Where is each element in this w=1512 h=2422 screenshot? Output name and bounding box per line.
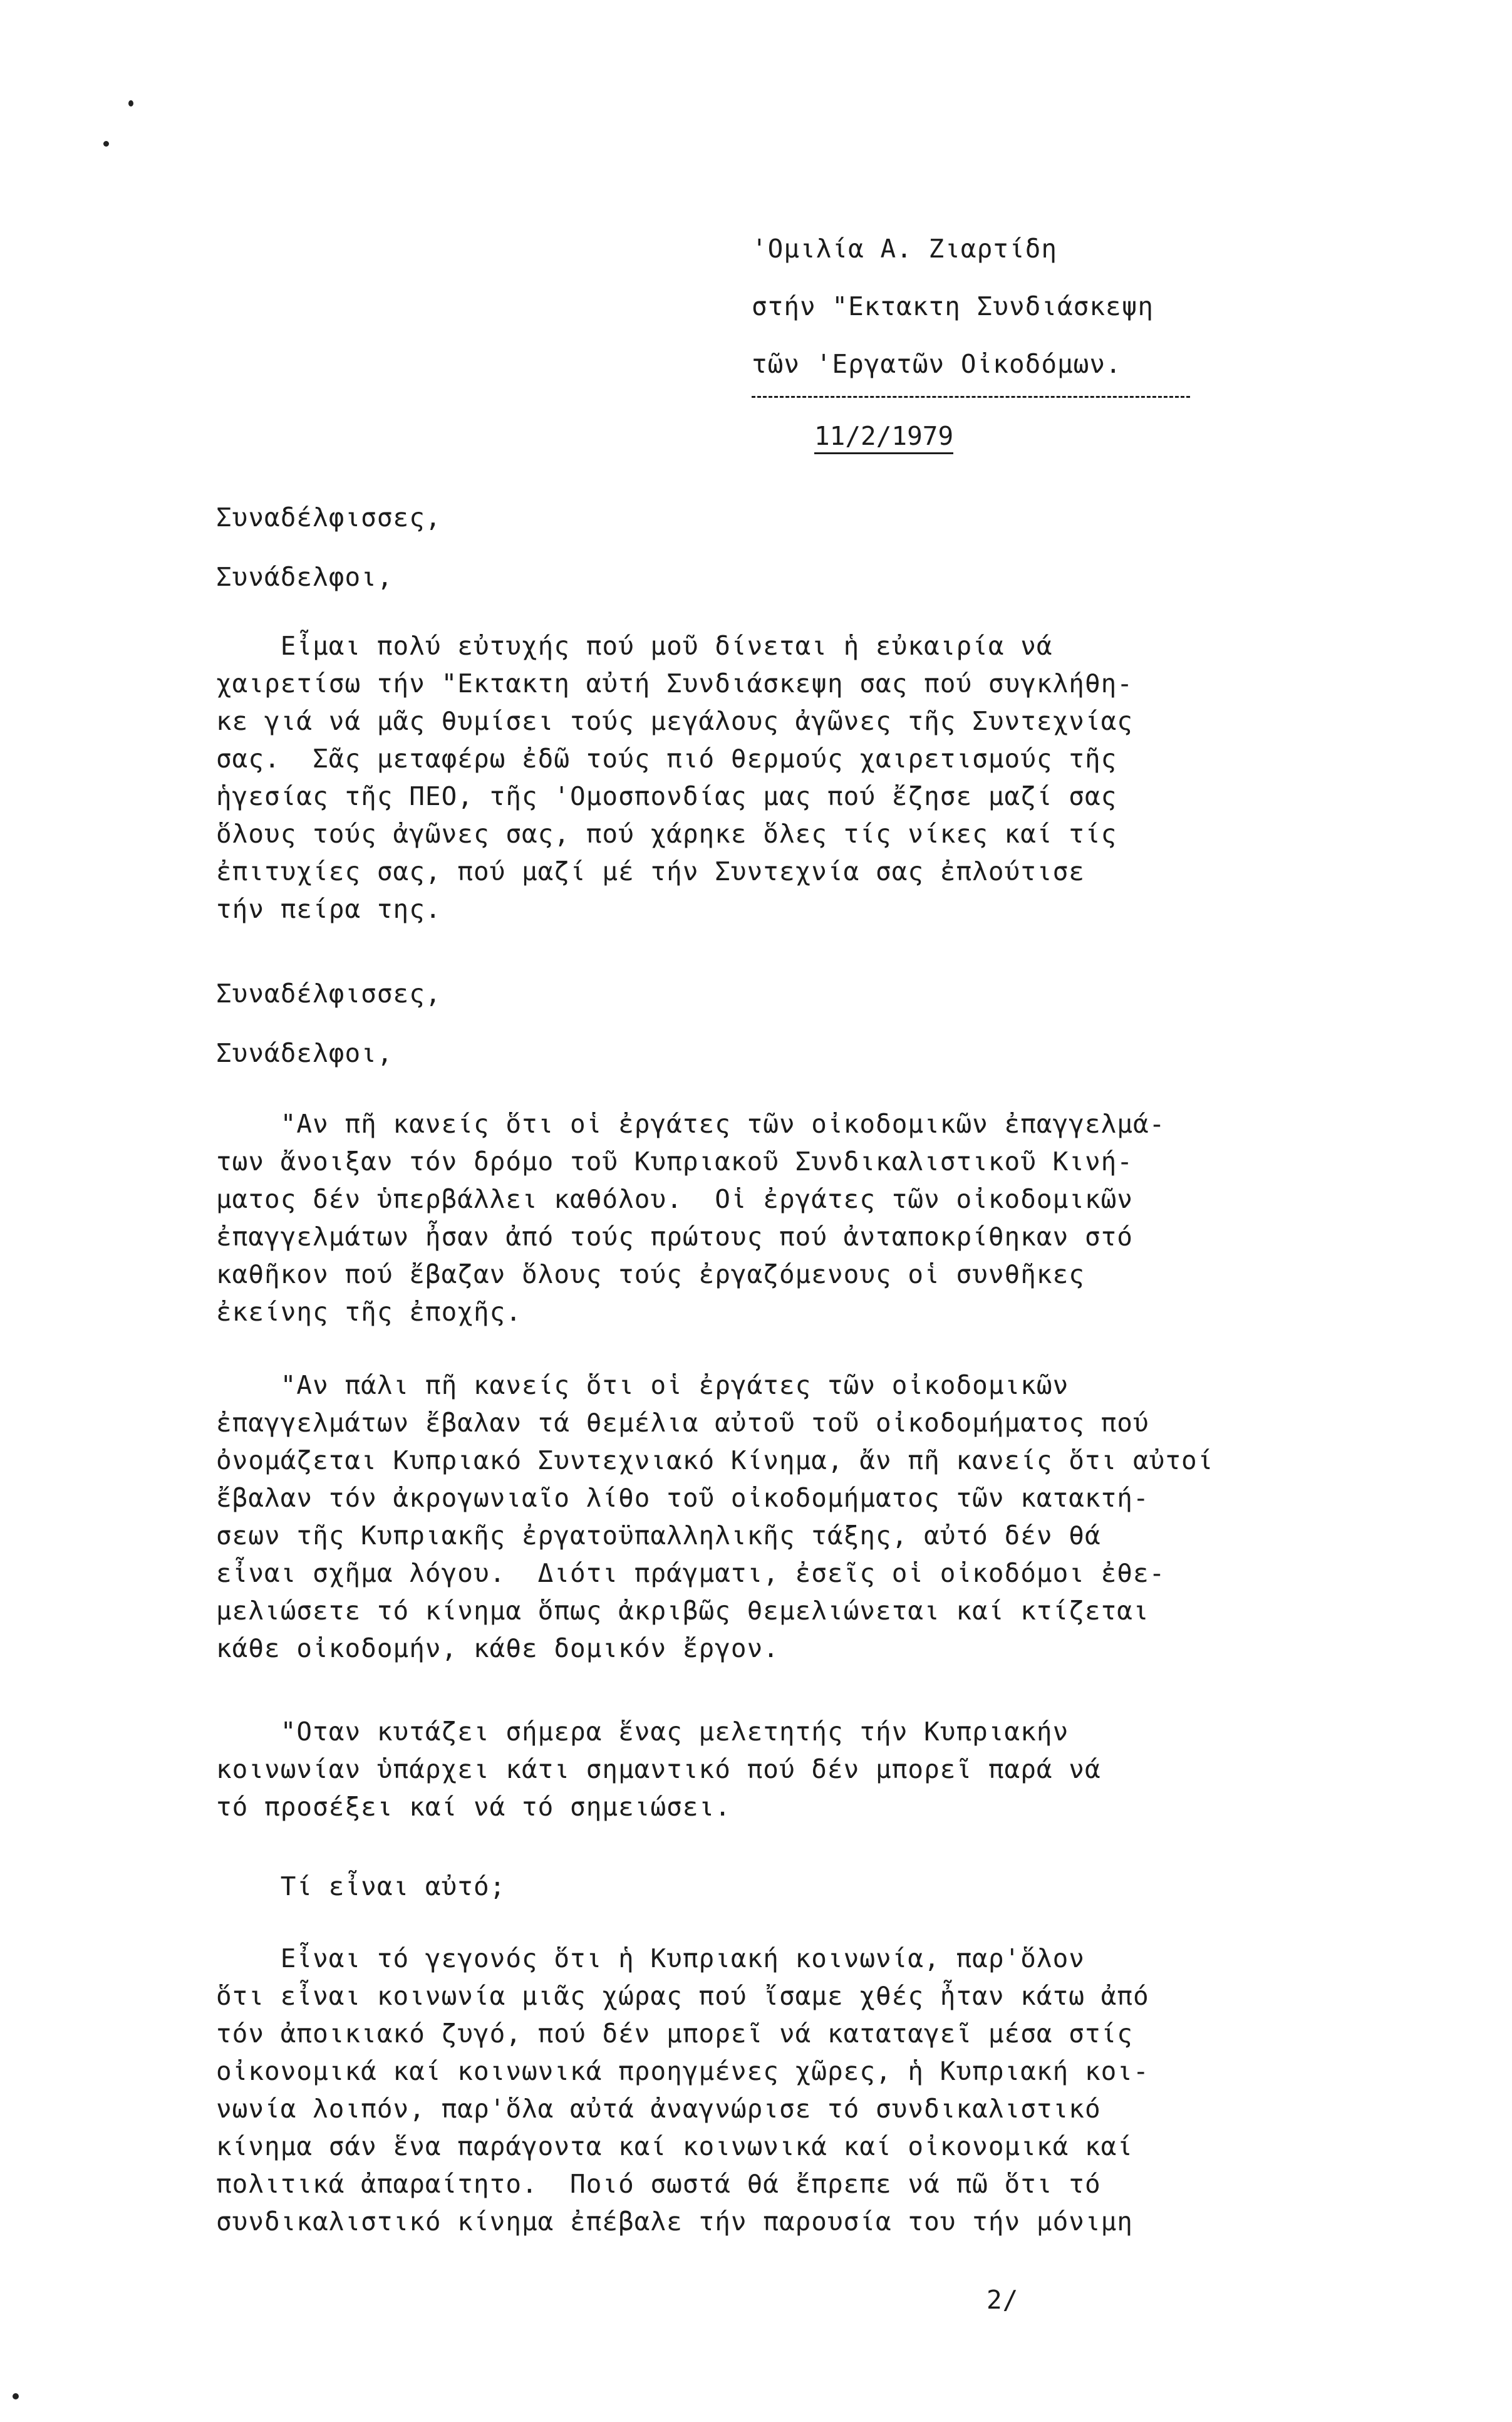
header-dashed-underline: [752, 396, 1190, 398]
text-line: ἐκείνης τῆς ἐποχῆς.: [216, 1297, 522, 1327]
text-line: ὅλους τούς ἀγῶνες σας, πού χάρηκε ὅλες τίς νίκες καί τίς: [216, 819, 1117, 849]
page-number: 2/: [986, 2285, 1019, 2315]
header-subtitle-2: τῶν 'Εργατῶν Οἰκοδόμων.: [752, 349, 1122, 379]
salutation-line: Συναδέλφισσες,: [216, 502, 442, 533]
text-line: ματος δέν ὑπερβάλλει καθόλου. Οἱ ἐργάτες τῶν οἰκοδομικῶν: [216, 1184, 1133, 1214]
text-line: των ἄνοιξαν τόν δρόμο τοῦ Κυπριακοῦ Συνδικαλιστικοῦ Κινή-: [216, 1146, 1133, 1177]
text-line: κάθε οἰκοδομήν, κάθε δομικόν ἔργον.: [216, 1633, 779, 1663]
scan-speck: [103, 141, 109, 147]
text-line: πολιτικά ἀπαραίτητο. Ποιό σωστά θά ἔπρεπε νά πῶ ὅτι τό: [216, 2169, 1101, 2199]
header-title: 'Ομιλία Α. Ζιαρτίδη: [752, 234, 1057, 264]
text-line: τήν πείρα της.: [216, 894, 442, 924]
text-line: ἐπαγγελμάτων ἔβαλαν τά θεμέλια αὐτοῦ τοῦ οἰκοδομήματος πού: [216, 1408, 1149, 1438]
text-line: κοινωνίαν ὑπάρχει κάτι σημαντικό πού δέν μπορεῖ παρά νά: [216, 1754, 1101, 1784]
text-line: ἔβαλαν τόν ἀκρογωνιαῖο λίθο τοῦ οἰκοδομήματος τῶν κατακτή-: [216, 1483, 1149, 1513]
text-line: "Αν πάλι πῆ κανείς ὅτι οἱ ἐργάτες τῶν οἰκοδομικῶν: [216, 1370, 1069, 1400]
text-line: ἐπαγγελμάτων ἦσαν ἀπό τούς πρώτους πού ἀνταποκρίθηκαν στό: [216, 1222, 1133, 1252]
text-line: "Οταν κυτάζει σήμερα ἕνας μελετητής τήν Κυπριακήν: [216, 1717, 1069, 1747]
text-line: μελιώσετε τό κίνημα ὅπως ἀκριβῶς θεμελιώνεται καί κτίζεται: [216, 1596, 1149, 1626]
scan-speck: [128, 100, 133, 107]
text-line: Εἶμαι πολύ εὐτυχής πού μοῦ δίνεται ἡ εὐκαιρία νά: [216, 631, 1053, 661]
text-line: τό προσέξει καί νά τό σημειώσει.: [216, 1792, 731, 1822]
text-line: "Αν πῆ κανείς ὅτι οἱ ἐργάτες τῶν οἰκοδομικῶν ἐπαγγελμά-: [216, 1109, 1166, 1139]
question-line: Τί εἶναι αὐτό;: [216, 1871, 506, 1901]
salutation-line: Συναδέλφισσες,: [216, 979, 442, 1009]
text-line: Εἶναι τό γεγονός ὅτι ἡ Κυπριακή κοινωνία, παρ'ὅλον: [216, 1943, 1085, 1973]
text-line: κίνημα σάν ἕνα παράγοντα καί κοινωνικά καί οἰκονομικά καί: [216, 2131, 1133, 2161]
salutation-line: Συνάδελφοι,: [216, 1038, 393, 1068]
text-line: νωνία λοιπόν, παρ'ὅλα αὐτά ἀναγνώρισε τό συνδικαλιστικό: [216, 2094, 1101, 2124]
text-line: σας. Σᾶς μεταφέρω ἐδῶ τούς πιό θερμούς χαιρετισμούς τῆς: [216, 744, 1117, 774]
text-line: ὅτι εἶναι κοινωνία μιᾶς χώρας πού ἴσαμε χθές ἦταν κάτω ἀπό: [216, 1981, 1149, 2011]
text-line: χαιρετίσω τήν "Εκτακτη αὐτή Συνδιάσκεψη σας πού συγκλήθη-: [216, 668, 1133, 699]
header-subtitle: στήν "Εκτακτη Συνδιάσκεψη: [752, 291, 1154, 321]
text-line: καθῆκον πού ἔβαζαν ὅλους τούς ἐργαζόμενους οἱ συνθῆκες: [216, 1259, 1085, 1289]
text-line: ἡγεσίας τῆς ΠΕΟ, τῆς 'Ομοσπονδίας μας πού ἔζησε μαζί σας: [216, 781, 1117, 811]
salutation-line: Συνάδελφοι,: [216, 562, 393, 592]
text-line: κε γιά νά μᾶς θυμίσει τούς μεγάλους ἀγῶνες τῆς Συντεχνίας: [216, 706, 1133, 736]
text-line: ἐπιτυχίες σας, πού μαζί μέ τήν Συντεχνία σας ἐπλούτισε: [216, 856, 1085, 886]
text-line: ὀνομάζεται Κυπριακό Συντεχνιακό Κίνημα, ἄν πῆ κανείς ὅτι αὐτοί: [216, 1445, 1214, 1475]
text-line: οἰκονομικά καί κοινωνικά προηγμένες χῶρες, ἡ Κυπριακή κοι-: [216, 2056, 1149, 2086]
scan-speck: [13, 2393, 19, 2399]
document-date: 11/2/1979: [814, 421, 953, 454]
text-line: σεων τῆς Κυπριακῆς ἐργατοϋπαλληλικῆς τάξης, αὐτό δέν θά: [216, 1520, 1101, 1551]
text-line: συνδικαλιστικό κίνημα ἐπέβαλε τήν παρουσία του τήν μόνιμη: [216, 2206, 1133, 2237]
text-line: τόν ἀποικιακό ζυγό, πού δέν μπορεῖ νά καταταγεῖ μέσα στίς: [216, 2019, 1133, 2049]
text-line: εἶναι σχῆμα λόγου. Διότι πράγματι, ἐσεῖς οἱ οἰκοδόμοι ἐθε-: [216, 1558, 1166, 1588]
